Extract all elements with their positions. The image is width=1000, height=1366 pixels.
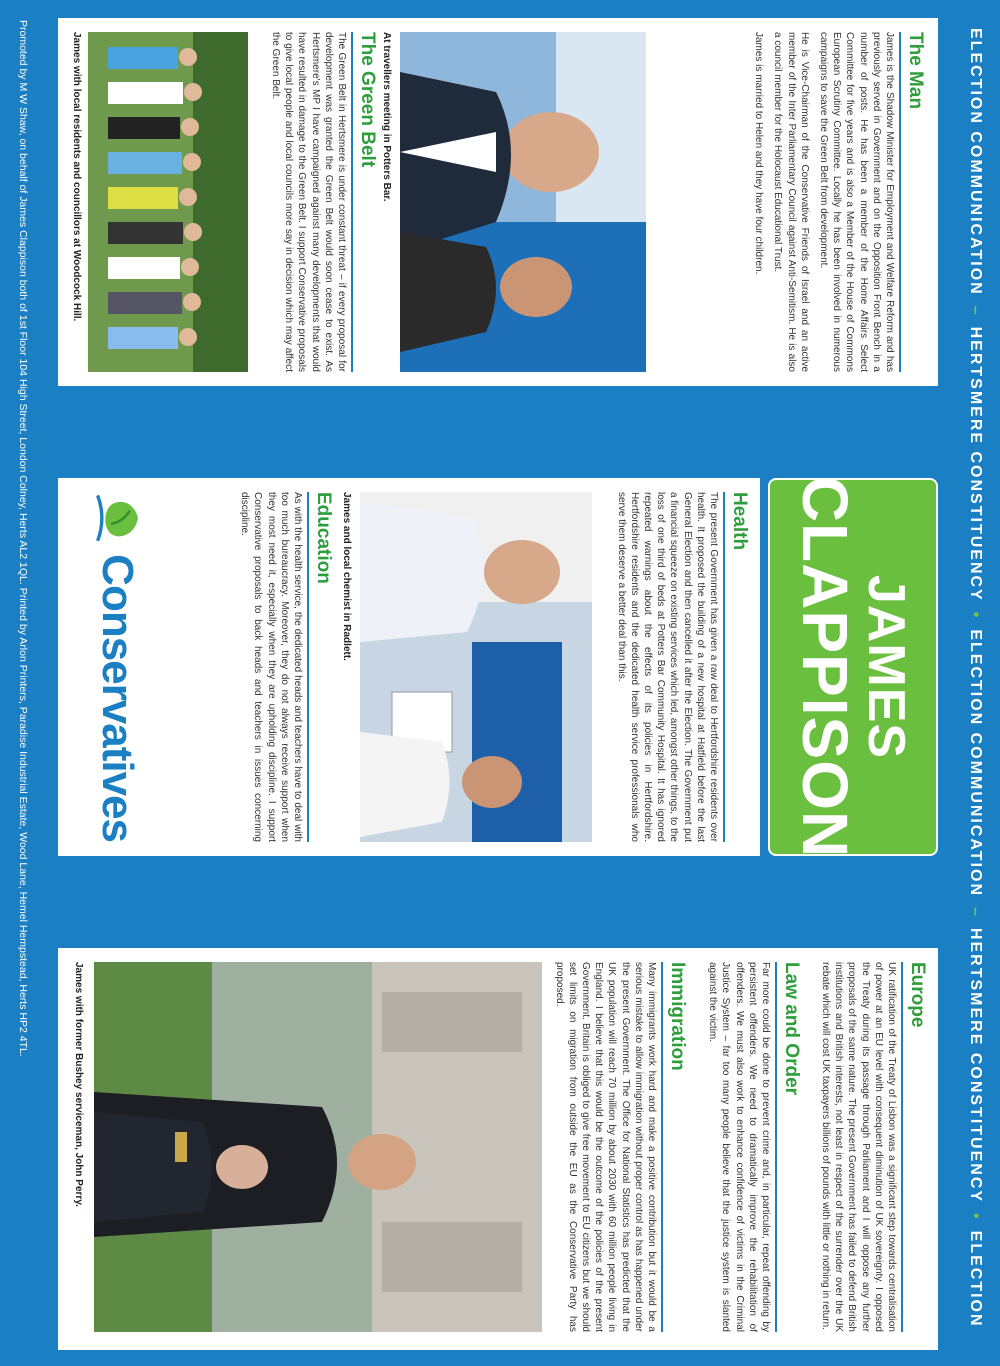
- europe-section: [804, 962, 928, 1332]
- law-and-order-section: [690, 962, 802, 1332]
- health-paragraph: The present Government has given a raw deal to Hertfordshire residents over health. It proposed the building of a new hospital at Hatfield before the last General Election and then cancelled it after the Election. The Government put a financial squeeze on existing services which led, amongst other things, to the loss of one third of beds at Potters Bar Community Hospital. It has ignored repeated warnings about the effects of its policies in Hertfordshire. Hertfordshire residents and the dedicated health service professionals who serve them deserve a better deal than this.: [615, 492, 719, 842]
- banner-segment: ELECTION COMMUNICATION: [967, 28, 984, 296]
- photo-radlett-chemist: [360, 492, 592, 842]
- the-man-paragraph: He is Vice-Chairman of the Conservative Friends of Israel and an active member of the Inter Parliamentary Council against Anti-Semitism. He is also a council member for the Holocaust Educational Trust.: [772, 32, 810, 372]
- immigration-section: [548, 962, 688, 1332]
- candidate-first-name: JAMES: [857, 574, 915, 760]
- banner-separator: –: [967, 305, 984, 317]
- immigration-heading: Immigration: [661, 962, 688, 1332]
- green-belt-section: [258, 32, 378, 372]
- education-section: [174, 492, 334, 842]
- health-section: [600, 492, 750, 842]
- the-man-paragraph: James is the Shadow Minister for Employment and Welfare Reform and has previously served in Government and on the Opposition Front Bench in a number of posts. He has been a member of the Home Affairs Select Committee for five years and is also a Member of the House of Commons European Scrutiny Committee. Locally he has been involved in numerous campaigns to save the Green Belt from development.: [817, 32, 895, 372]
- green-belt-heading: The Green Belt: [351, 32, 378, 372]
- tree-logo-icon: [87, 492, 149, 544]
- candidate-last-name: CLAPPISON: [789, 475, 861, 859]
- banner-segment: ELECTION COMMUNICATION: [967, 629, 984, 898]
- the-man-section: [651, 32, 926, 372]
- election-banner: [950, 0, 1000, 1366]
- the-man-heading: The Man: [899, 32, 926, 372]
- candidate-name-box: [768, 475, 938, 859]
- green-belt-paragraph: The Green Belt in Hertsmere is under constant threat – if every proposal for development was granted the Green Belt would soon cease to exist. As Hertsmere's MP I have campaigned against many developments that would have resulted in damage to the Green Belt. I support Conservative proposals to give local people and local councils more say in decision which may affect the Green Belt.: [269, 32, 347, 372]
- imprint-footer: Promoted by M W Shaw, on behalf of James Clappison both of 1st Floor 104 High Street, London Colney, Herts AL2 1QL. Printed by Arlon Printers, Paradise Industrial Estate, Wood Lane, Hemel Hempstead, Herts HP2 4TL.: [17, 20, 29, 1057]
- photo-bushey-serviceman-image: [94, 962, 542, 1332]
- chemist-photo-caption: James and local chemist in Radlett.: [341, 492, 352, 661]
- panel-the-man: [58, 18, 938, 386]
- banner-segment: ELECTION: [967, 1230, 984, 1328]
- photo-travellers-meeting: [400, 32, 646, 372]
- law-and-order-paragraph: Far more could be done to prevent crime and, in particular, repeat offending by persistent offenders. We need to dramatically improve the rehabilitation of offenders. We must also work to enhance confidence of victims in the Criminal Justice System – far too many people believe that the justice system is slanted against the victim.: [707, 962, 771, 1332]
- photo-radlett-chemist-image: [360, 492, 592, 842]
- europe-heading: Europe: [901, 962, 928, 1332]
- woodcock-photo-caption: James with local residents and councillors at Woodcock Hill.: [71, 32, 82, 322]
- the-man-paragraph: James is married to Helen and they have four children.: [753, 32, 765, 275]
- health-heading: Health: [723, 492, 750, 842]
- law-and-order-heading: Law and Order: [775, 962, 802, 1332]
- conservatives-wordmark: Conservatives: [93, 554, 143, 842]
- photo-woodcock-hill-image: [88, 32, 248, 372]
- immigration-paragraph: Many immigrants work hard and make a positive contribution but it would be a serious mistake to allow immigration without proper control as has happened under the present Government. The Office for National Statistics has predicted that the UK population will reach 70 million by about 2030 with 60 million people living in England. I believe that this would be the outcome of the policies of the present Government. Britain is obliged to give free movement to EU citizens but we should set limits on migration from outside the EU as the Conservative Party has proposed.: [553, 962, 657, 1332]
- banner-separator: •: [967, 1213, 984, 1221]
- photo-bushey-serviceman: [94, 962, 542, 1332]
- panel-health-education: [58, 478, 760, 856]
- banner-separator: –: [967, 907, 984, 918]
- education-paragraph: As with the health service, the dedicated heads and teachers have to deal with too much bureaucracy. Moreover, they do not always receive support when they most need it, especially when they are upholding discipline. I support Conservative proposals to back heads and teachers in issues concerning discipline.: [239, 492, 303, 842]
- banner-segment: HERTSMERE CONSTITUENCY: [967, 326, 984, 602]
- serviceman-photo-caption: James with former Bushey serviceman, John Perry.: [73, 962, 84, 1207]
- photo-woodcock-hill: [88, 32, 248, 372]
- panel-policies: [58, 948, 938, 1350]
- banner-segment: HERTSMERE CONSTITUENCY: [967, 927, 984, 1204]
- europe-paragraph: UK ratification of the Treaty of Lisbon was a significant step towards centralisation of power at an EU level with consequent diminution of UK sovereignty. I opposed the Treaty during its passage through Parliament and I will oppose any further proposals of the same nature. The present Government has failed to defend British institutions and British interests, not least in respect of the surrender over the UK rebate which will cost UK taxpayers billions of pounds with little or nothing in return.: [819, 962, 897, 1332]
- photo-travellers-meeting-image: [400, 32, 646, 372]
- education-heading: Education: [307, 492, 334, 842]
- travellers-photo-caption: At travellers meeting in Potters Bar.: [381, 32, 392, 202]
- conservatives-logo: [75, 492, 160, 842]
- banner-separator: •: [967, 611, 984, 620]
